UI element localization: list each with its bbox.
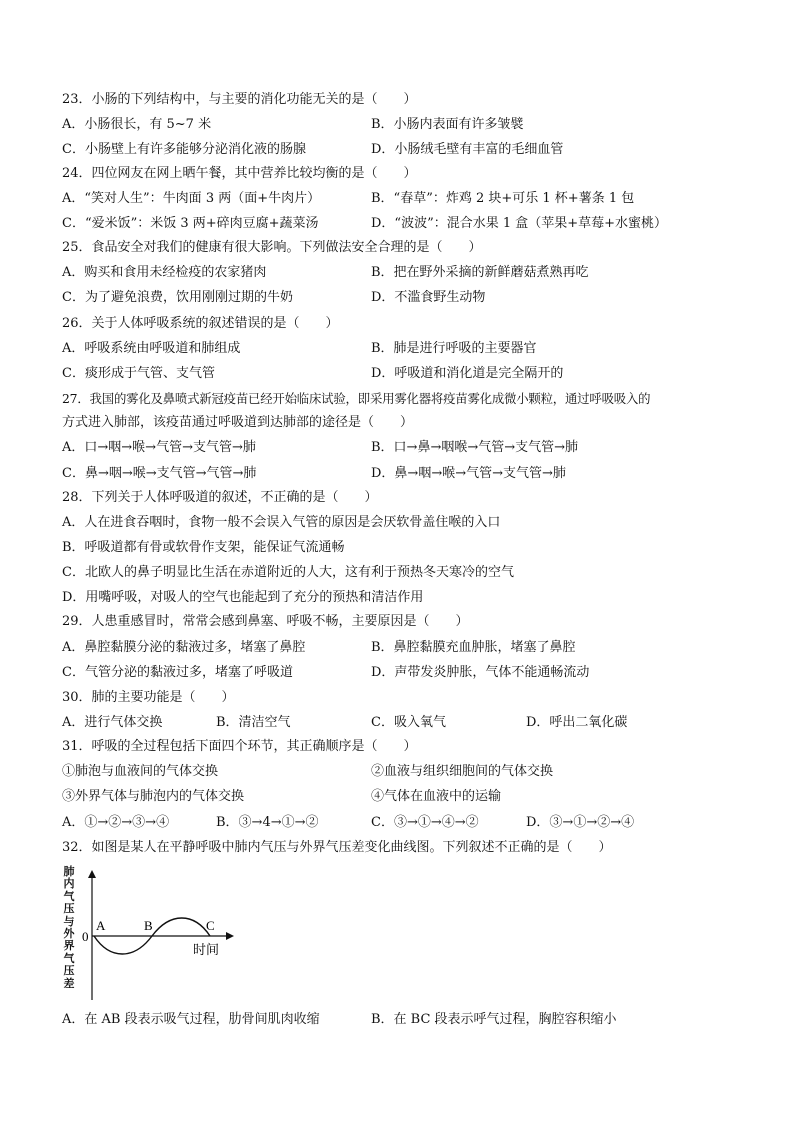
point-a-label: A	[96, 918, 106, 933]
q31-step-1: ①肺泡与血液间的气体交换	[62, 764, 219, 779]
q26-option-a: A．呼吸系统由呼吸道和肺组成	[62, 341, 241, 356]
question-29-stem: 29．人患重感冒时，常常会感到鼻塞、呼吸不畅，主要原因是（ ）	[62, 614, 469, 629]
q31-option-b: B．③→4→①→②	[216, 815, 319, 830]
x-axis-label: 时间	[193, 942, 220, 957]
question-28-stem: 28．下列关于人体呼吸道的叙述，不正确的是（ ）	[62, 490, 378, 505]
question-30-stem: 30．肺的主要功能是（ ）	[62, 690, 235, 705]
y-axis-char: 压	[63, 902, 75, 916]
q32-option-b: B．在 BC 段表示呼气过程，胸腔容积缩小	[371, 1012, 617, 1027]
q27-option-d: D．鼻→咽→喉→气管→支气管→肺	[371, 466, 566, 481]
pressure-curve-figure	[62, 866, 242, 1002]
question-27-stem: 27．我国的雾化及鼻喷式新冠疫苗已经开始临床试验，即采用雾化器将疫苗雾化成微小颗粒，通过呼吸吸入的	[62, 391, 651, 406]
q24-option-c: C．“爱米饭”：米饭 3 两+碎肉豆腐+蔬菜汤	[62, 216, 319, 231]
origin-label: 0	[82, 929, 89, 944]
y-axis-char: 气	[63, 889, 75, 903]
q31-step-2: ②血液与组织细胞间的气体交换	[371, 764, 554, 779]
question-25-stem: 25．食品安全对我们的健康有很大影响。下列做法安全合理的是（ ）	[62, 240, 482, 255]
q23-option-b: B．小肠内表面有许多皱襞	[371, 117, 524, 132]
q31-step-4: ④气体在血液中的运输	[371, 789, 502, 804]
q27-option-b: B．口→鼻→咽喉→气管→支气管→肺	[371, 440, 579, 455]
question-23-stem: 23．小肠的下列结构中，与主要的消化功能无关的是（ ）	[62, 92, 417, 107]
question-31-stem: 31．呼吸的全过程包括下面四个环节，其正确顺序是（ ）	[62, 739, 417, 754]
question-24-stem: 24．四位网友在网上晒午餐，其中营养比较均衡的是（ ）	[62, 166, 417, 181]
q23-option-a: A．小肠很长，有 5~7 米	[62, 117, 212, 132]
q29-option-d: D．声带发炎肿胀，气体不能通畅流动	[371, 665, 590, 680]
q24-option-b: B．“春草”：炸鸡 2 块+可乐 1 杯+薯条 1 包	[371, 191, 635, 206]
q30-option-d: D．呼出二氧化碳	[526, 715, 628, 730]
q23-option-d: D．小肠绒毛壁有丰富的毛细血管	[371, 142, 564, 157]
x-axis-arrow	[226, 932, 234, 940]
y-axis-char: 界	[63, 939, 75, 953]
y-axis-char: 与	[63, 914, 75, 928]
curve-svg	[62, 866, 242, 1002]
y-axis-arrow	[88, 870, 96, 878]
question-32-stem: 32．如图是某人在平静呼吸中肺内气压与外界气压差变化曲线图。下列叙述不正确的是（ ）	[62, 840, 612, 855]
question-27-stem-cont: 方式进入肺部，该疫苗通过呼吸道到达肺部的途径是（ ）	[62, 415, 414, 430]
q32-option-a: A．在 AB 段表示吸气过程，肋骨间肌肉收缩	[62, 1012, 320, 1027]
q27-option-c: C．鼻→咽→喉→支气管→气管→肺	[62, 466, 257, 481]
q28-option-b: B．呼吸道都有骨或软骨作支架，能保证气流通畅	[62, 540, 345, 555]
q25-option-b: B．把在野外采摘的新鲜蘑菇煮熟再吃	[371, 265, 589, 280]
q28-option-d: D．用嘴呼吸，对吸人的空气也能起到了充分的预热和清洁作用	[62, 590, 424, 605]
q26-option-b: B．肺是进行呼吸的主要器官	[371, 341, 537, 356]
q25-option-c: C．为了避免浪费，饮用刚刚过期的牛奶	[62, 290, 293, 305]
q30-option-b: B．清洁空气	[216, 715, 291, 730]
y-axis-char: 肺	[63, 865, 75, 878]
point-c-label: C	[206, 918, 215, 933]
q27-option-a: A．口→咽→喉→气管→支气管→肺	[62, 440, 256, 455]
q28-option-c: C．北欧人的鼻子明显比生活在赤道附近的人大，这有利于预热冬天寒冷的空气	[62, 565, 514, 580]
y-axis-char: 内	[63, 877, 75, 891]
q29-option-b: B．鼻腔黏膜充血肿胀，堵塞了鼻腔	[371, 640, 576, 655]
point-b-label: B	[144, 918, 153, 933]
q30-option-a: A．进行气体交换	[62, 715, 163, 730]
q29-option-c: C．气管分泌的黏液过多，堵塞了呼吸道	[62, 665, 293, 680]
q31-option-d: D．③→①→②→④	[526, 815, 635, 830]
q31-option-a: A．①→②→③→④	[62, 815, 170, 830]
q26-option-c: C．痰形成于气管、支气管	[62, 366, 215, 381]
q23-option-c: C．小肠壁上有许多能够分泌消化液的肠腺	[62, 142, 306, 157]
q30-option-c: C．吸入氧气	[371, 715, 446, 730]
q31-step-3: ③外界气体与肺泡内的气体交换	[62, 789, 245, 804]
y-axis-char: 外	[63, 927, 75, 941]
q24-option-a: A．“笑对人生”：牛肉面 3 两（面+牛肉片）	[62, 191, 321, 206]
y-axis-char: 压	[63, 964, 75, 978]
q24-option-d: D．“波波”：混合水果 1 盒（苹果+草莓+水蜜桃）	[371, 216, 668, 231]
q26-option-d: D．呼吸道和消化道是完全隔开的	[371, 366, 564, 381]
q25-option-d: D．不滥食野生动物	[371, 290, 486, 305]
q28-option-a: A．人在进食吞咽时，食物一般不会误入气管的原因是会厌软骨盖住喉的入口	[62, 515, 501, 530]
q29-option-a: A．鼻腔黏膜分泌的黏液过多，堵塞了鼻腔	[62, 640, 306, 655]
y-axis-char: 气	[63, 951, 75, 965]
y-axis-char: 差	[63, 976, 75, 990]
q25-option-a: A．购买和食用未经检疫的农家猪肉	[62, 265, 267, 280]
question-26-stem: 26．关于人体呼吸系统的叙述错误的是（ ）	[62, 316, 339, 331]
q31-option-c: C．③→①→④→②	[371, 815, 479, 830]
